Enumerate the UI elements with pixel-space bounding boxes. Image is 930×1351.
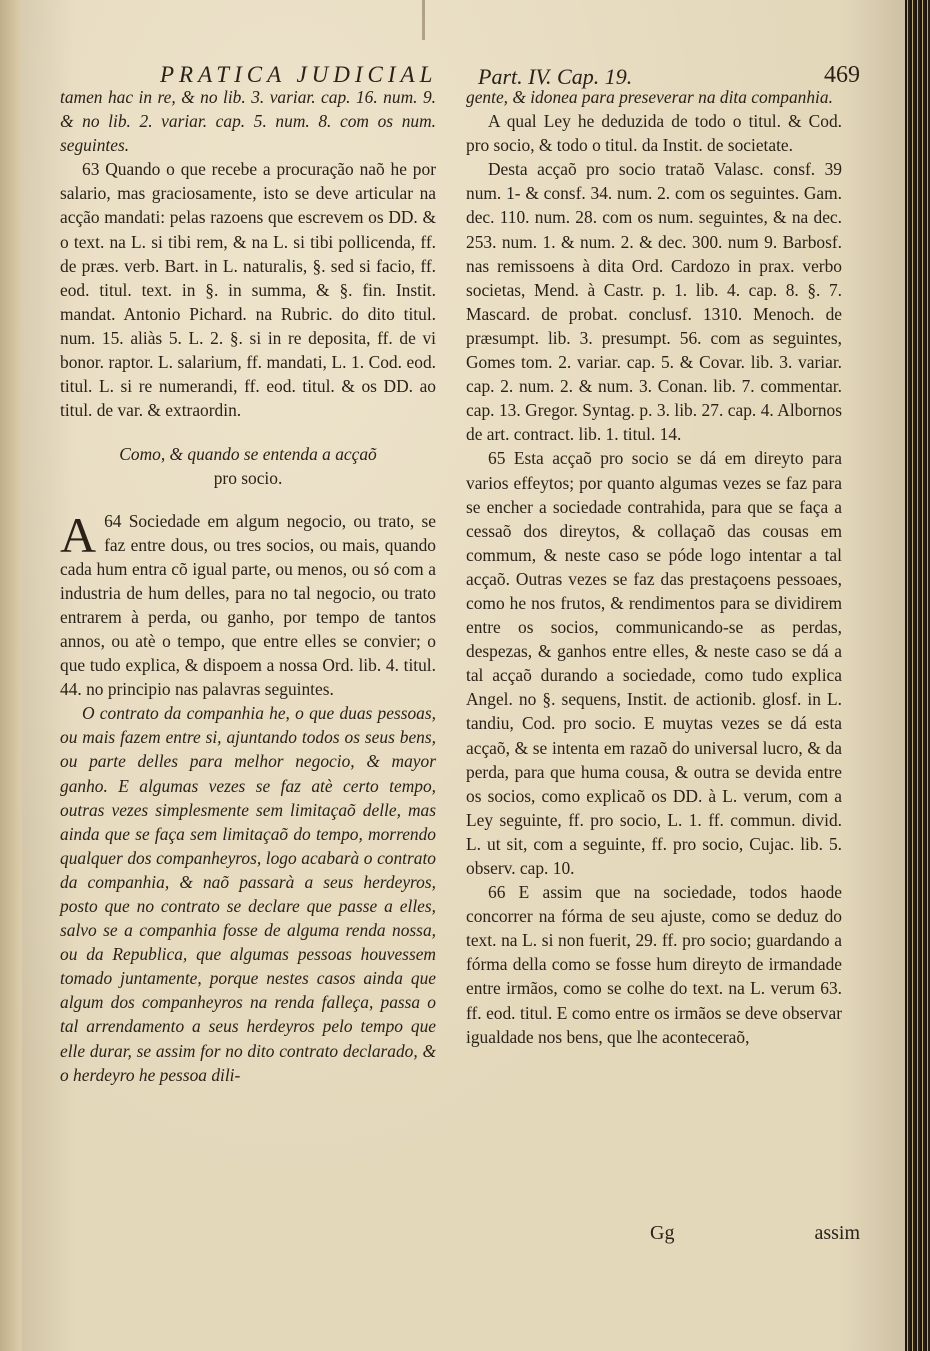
ordinance-quote: O contrato da companhia he, o que duas pessoas, ou mais fazem entre si, ajuntando todos os seus bens, ou parte delles para melhor negocio, & mayor ganho. E algumas vezes se faz atè certo tempo, outras vezes simplesmente sem limitaçaõ delle, mas ainda que se faça sem limitaçaõ do tempo, morrendo qualquer dos companheyros, logo acabarà o contrato da companhia, & naõ passarà a seus herdeyros, posto que no contrato se declare que passe a elles, salvo se a companhia fosse de alguma renda nossa, ou da Republica, que algumas pessoas houvessem tomado juntamente, porque nestes casos ainda que algum dos companheyros na renda falleça, passa o tal arrendamento a seus herdeyros pelo tempo que elle durar, se assim for no dito contrato declarado, & o herdeyro he pessoa dili-: [60, 703, 436, 1085]
section-title-italic: Como, & quando se entenda a acçaõ: [119, 444, 377, 465]
section-title-roman: pro socio.: [213, 468, 283, 489]
paper-stain: [422, 0, 425, 40]
law-source-paragraph: A qual Ley he deduzida de todo o titul. & Cod. pro socio, & todo o titul. da Instit. de societate.: [466, 111, 842, 156]
paragraph-number-64: 64: [104, 510, 122, 531]
left-column: [60, 85, 436, 1087]
page-fore-edge: [905, 0, 930, 1351]
paragraph-64-text: Sociedade em algum negocio, ou trato, se faz entre dous, ou tres socios, ou mais, quando cada hum entra cõ igual parte, ou menos, ou só com a industria de hum delles, para no tal negocio, ou trato entrarem à perda, ou ganho, por tempo de tantos annos, ou atè o tempo, que entre elles se convier; o que tudo explica, & dispoem a nossa Ord. lib. 4. titul. 44. no principio nas palavras seguintes.: [60, 510, 436, 700]
continuation-paragraph-right: gente, & idonea para preseverar na dita companhia.: [466, 87, 833, 107]
signature-mark: Gg: [650, 1222, 675, 1244]
paragraph-64: [60, 506, 436, 702]
drop-cap: A: [60, 506, 97, 563]
paragraph-65: 65 Esta acçaõ pro socio se dá em direyto para varios effeytos; por quanto algumas vezes se faz para se encher a sociedade contrahida, para que se faça a cessaõ dos direytos, & collaçaõ das cousas em commum, & neste caso se póde logo intentar a tal acçaõ. Outras vezes se faz das prestaçoens pessoaes, como he nos frutos, & rendimentos para se dividirem entre os socios, communicando-se as perdas, despezas, & ganhos entre elles, & neste caso se dá a tal acçaõ durando a sociedade, como tudo explica Angel. no §. sequens, Instit. de actionib. glosf. in L. tandiu, Cod. pro socio. E muytas vezes se dá esta acçaõ, & se intenta em razaõ do universal lucro, & da perda, para que huma cousa, & outra se devida entre os socios, como explicaõ os DD. à L. verum, com a Ley seguinte, ff. pro socio, L. 1. ff. commun. divid. L. ut sit, com a seguinte, ff. pro socio, Cujac. lib. 5. observ. cap. 10.: [466, 448, 842, 878]
paragraph-63: 63 Quando o que recebe a procuração naõ he por salario, mas graciosamente, isto se deve articular na acção mandati: pelas razoens que escrevem os DD. & o text. na L. si tibi rem, & na L. si tibi pollicenda, ff. de præs. verb. Bart. in L. naturalis, §. sed si facio, ff. eod. titul. text. in §. in summa, & §. fin. Instit. mandat. Antonio Pichard. na Rubric. do dito titul. num. 15. aliàs 5. L. 2. §. si in re deposita, ff. de vi bonor. raptor. L. salarium, ff. mandati, L. 1. Cod. eod. titul. L. si re numerandi, ff. eod. titul. & os DD. ao titul. de var. & extraordin.: [60, 159, 436, 421]
citations-paragraph: Desta acçaõ pro socio trataõ Valasc. consf. 39 num. 1- & consf. 34. num. 2. com os seguintes. Gam. dec. 110. num. 28. com os num. seguintes, & na dec. 253. num. 1. & num. 2. & dec. 300. num 9. Barbosf. nas remissoens à dita Ord. Cardozo in prax. verbo societas, Mend. à Castr. p. 1. lib. 4. cap. 8. §. 7. Mascard. de probat. conclusf. 1310. Menoch. de præsumpt. lib. 3. presumpt. 56. com as seguintes, Gomes tom. 2. variar. cap. 5. & Covar. lib. 3. variar. cap. 2. num. 2. & num. 3. Conan. lib. 7. commentar. cap. 13. Gregor. Syntag. p. 3. lib. 27. cap. 4. Albornos de art. contract. lib. 1. titul. 14.: [466, 159, 842, 445]
catchword: assim: [814, 1222, 860, 1244]
paragraph-66: 66 E assim que na sociedade, todos haode concorrer na fórma de seu ajuste, como se deduz do text. na L. si non fuerit, 29. ff. pro socio; guardando a fórma della como se fosse hum direyto de irmandade entre irmãos, como se colhe do text. na L. verum 63. ff. eod. titul. E como entre os irmãos se deve observar igualdade nos bens, que lhe aconteceraõ,: [466, 882, 842, 1047]
section-title: [60, 442, 436, 490]
page-number: 469: [824, 62, 860, 88]
running-title: PRATICA JUDICIAL: [160, 62, 438, 87]
page-footer: [650, 1222, 860, 1252]
right-column: [466, 85, 842, 1049]
continuation-paragraph: tamen hac in re, & no lib. 3. variar. cap. 16. num. 9. & no lib. 2. variar. cap. 5. num. 8. com os num. seguintes.: [60, 87, 436, 156]
chapter-reference: Part. IV. Cap. 19.: [478, 64, 633, 89]
